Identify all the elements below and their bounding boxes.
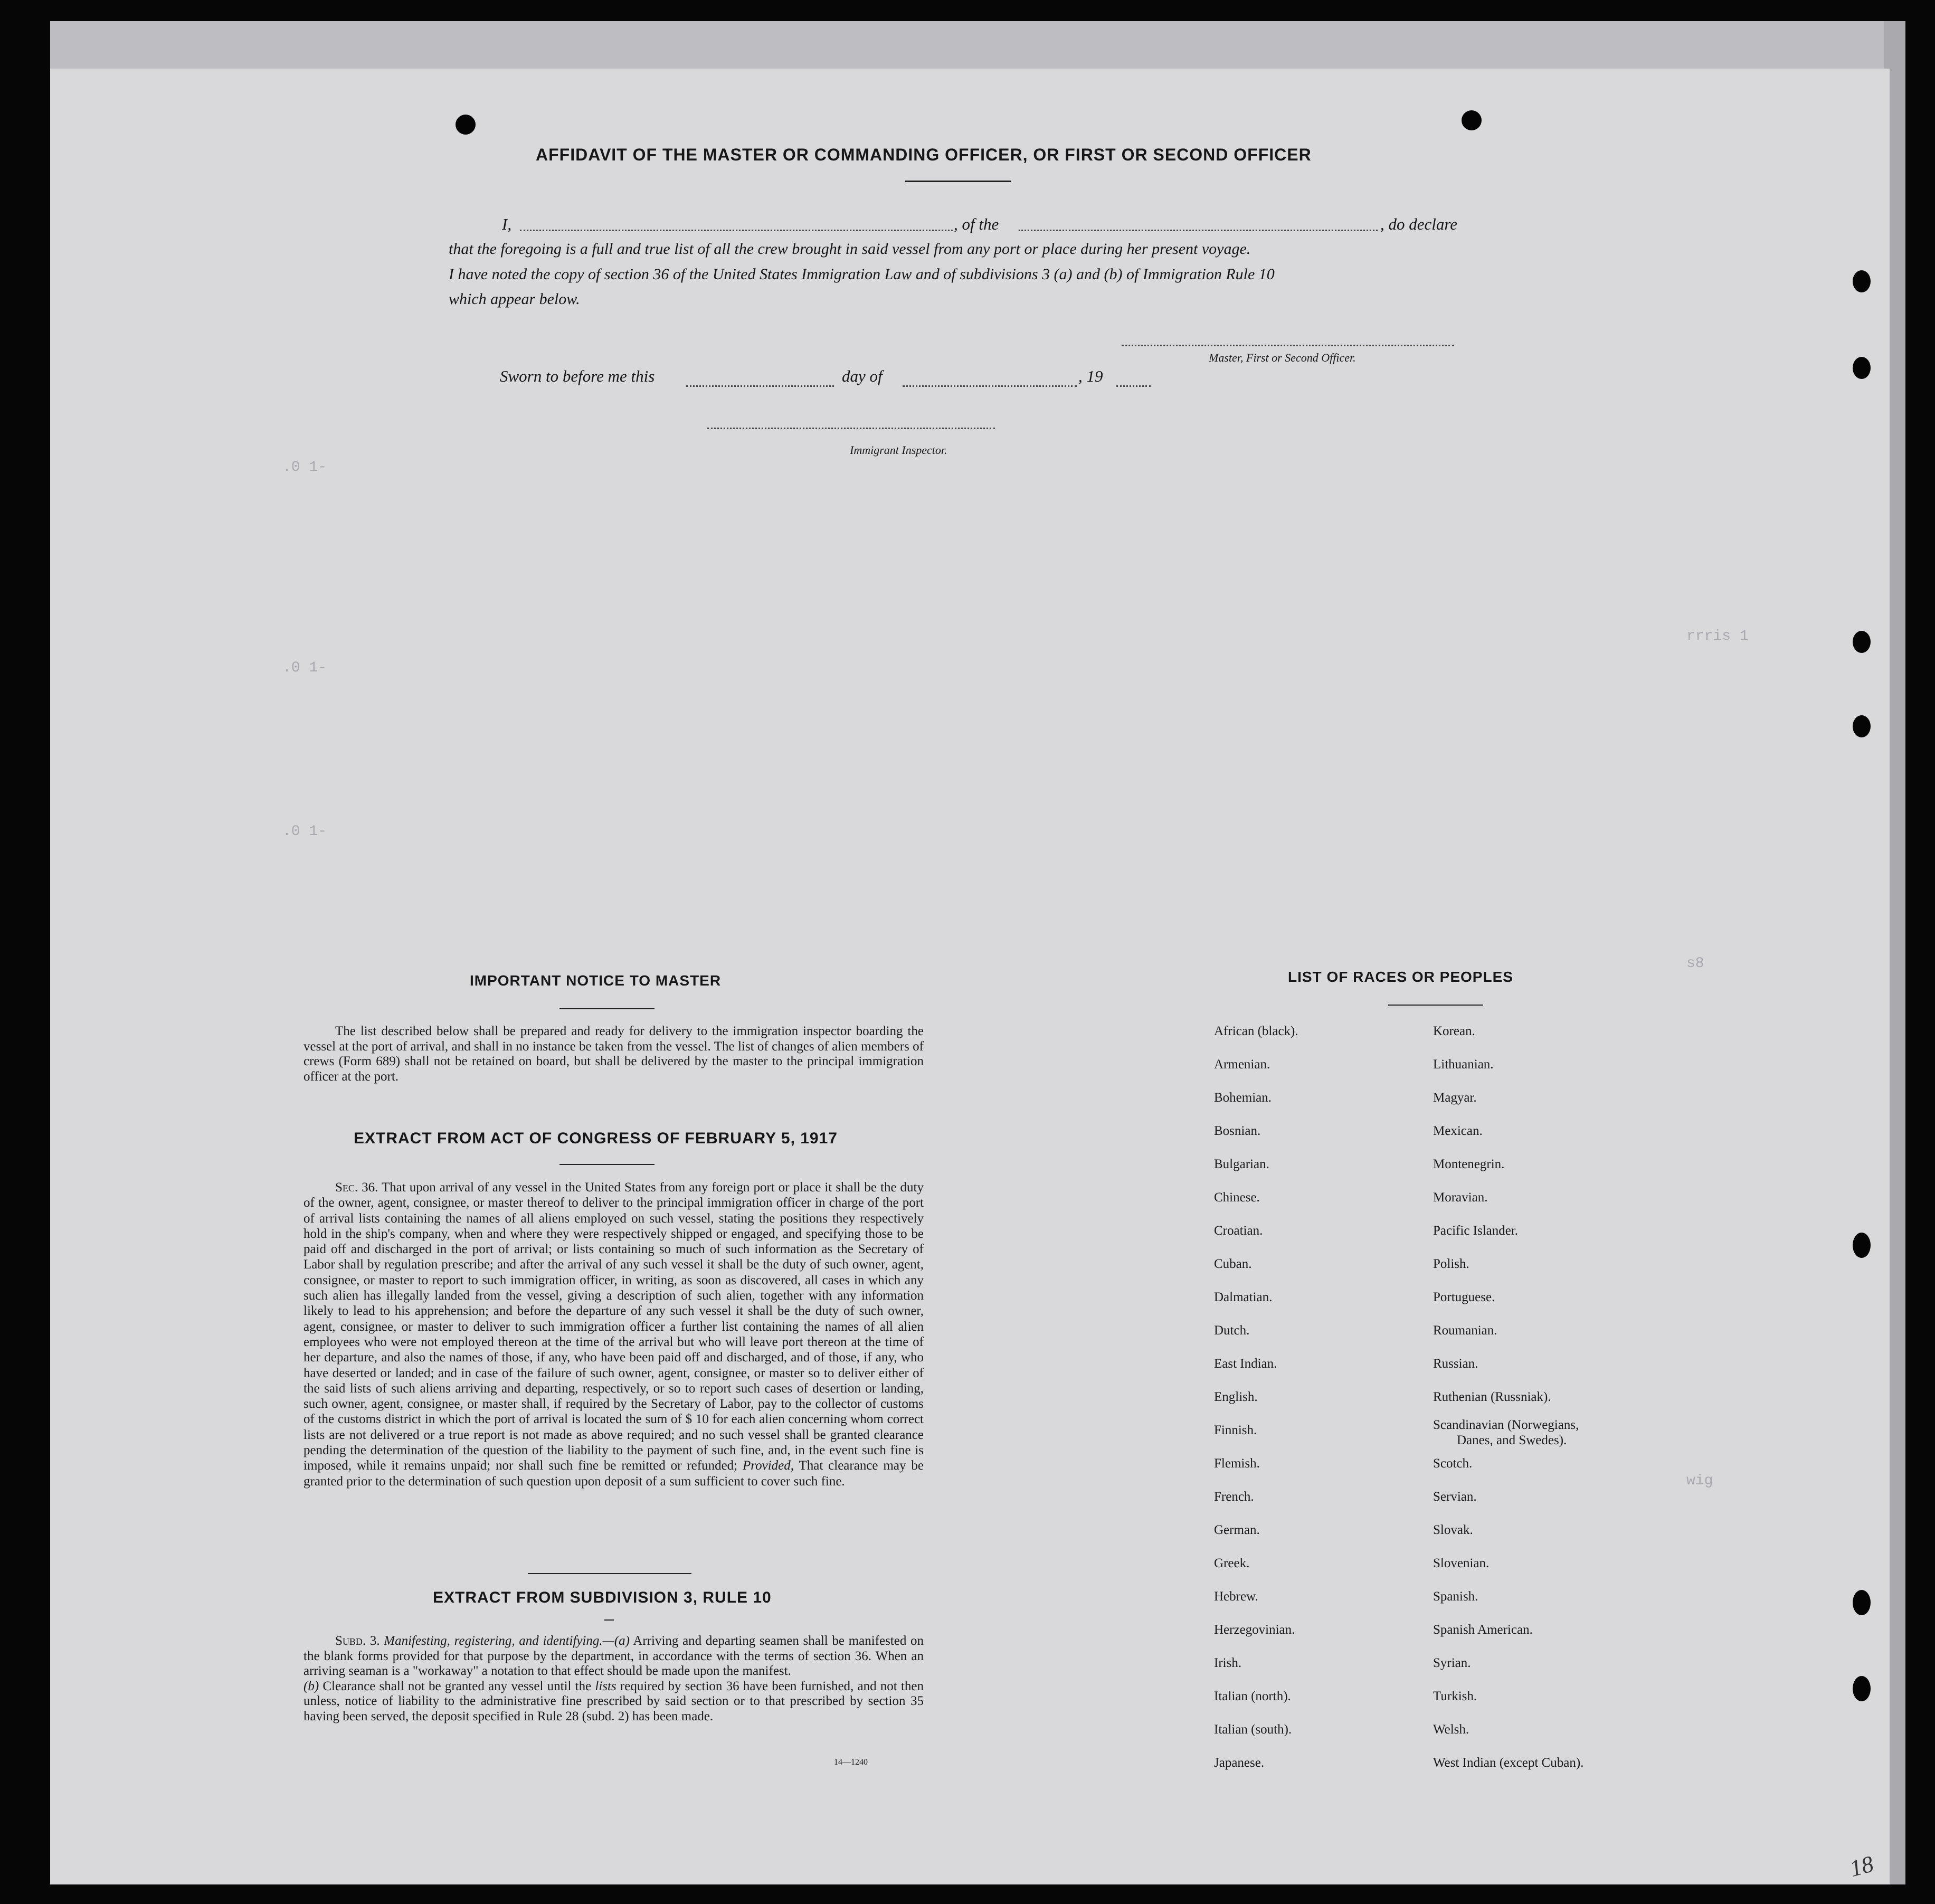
race-item: Japanese. [1214, 1756, 1265, 1770]
race-item: Bosnian. [1214, 1124, 1261, 1138]
name-field-line[interactable] [520, 230, 953, 231]
race-item: Pacific Islander. [1433, 1224, 1519, 1238]
binder-hole-icon [1853, 357, 1871, 379]
signature-caption: Master, First or Second Officer. [1209, 351, 1356, 364]
race-item: Moravian. [1433, 1190, 1488, 1205]
binder-hole-icon [1853, 1590, 1871, 1615]
races-underline [1388, 1005, 1483, 1006]
affidavit-declare-label: , do declare [1380, 215, 1458, 233]
inspector-signature-line[interactable] [707, 428, 995, 429]
race-item: Scandinavian (Norwegians, [1433, 1418, 1579, 1432]
affidavit-line-3: I have noted the copy of section 36 of the United States Immigration Law and of subdivisions 3 (a) and (b) of Immigration Rule 10 [449, 266, 1275, 283]
race-item: Dutch. [1214, 1323, 1250, 1338]
binder-hole-icon [1462, 110, 1482, 130]
subdivision-label: Subd. 3. [335, 1634, 380, 1648]
race-item: Portuguese. [1433, 1290, 1495, 1304]
notice-title: IMPORTANT NOTICE TO MASTER [470, 972, 722, 989]
affidavit-of-the-label: , of the [954, 215, 999, 233]
form-number: 14—1240 [834, 1758, 868, 1767]
race-item: Montenegrin. [1433, 1157, 1505, 1171]
year-label: , 19 [1078, 367, 1103, 385]
race-item: Greek. [1214, 1556, 1250, 1570]
vessel-field-line[interactable] [1019, 230, 1378, 231]
race-item: West Indian (except Cuban). [1433, 1756, 1584, 1770]
binder-hole-icon [1853, 270, 1871, 292]
act-text-main: That upon arrival of any vessel in the United States from any foreign port or place it shall be the duty of the owner, agent, consignee, or master thereof to deliver to the principal immigration officer in charge of the port of arrival lists containing the names of all aliens employed on such vessel, stating the positions they respectively hold in the ship's company, when and where they were respectively shipped or engaged, and specifying those to be paid off and discharged in the port of arrival; or lists containing so much of such information as the Secretary of Labor shall by regulation prescribe; and after the arrival of any such vessel it shall be the duty of such owner, agent, consignee, or master to report to such immigration officer, in writing, as soon as discovered, all cases in which any such alien has illegally landed from the vessel, giving a description of such alien, together with any information likely to lead to his apprehension; and before the departure of any such vessel it shall be the duty of such owner, agent, consignee, or master to deliver to such immigration officer a further list containing the names of all alien employees who were not employed thereon at the time of the arrival but who will leave port thereon at the time of her departure, and also the names of those, if any, who have been paid off and discharged, and of those, if any, who have deserted or landed; and in case of the failure of such owner, agent, consignee, or master so to deliver either of the said lists of such aliens arriving and departing, respectively, or so to report such cases of desertion or landing, such owner, agent, consignee, or master shall, if required by the Secretary of Labor, pay to the collector of customs of the customs district in which the port of arrival is located the sum of $ 10 for each alien concerning whom correct lists are not delivered or a true report is not made as above required; and no such vessel shall be granted clearance pending the determination of the question of the liability to the payment of such fine, and, in the event such fine is imposed, while it remains unpaid; nor shall such fine be remitted or refunded; [303, 1180, 924, 1473]
race-item: Welsh. [1433, 1722, 1469, 1737]
race-item: Irish. [1214, 1656, 1242, 1670]
race-item: Magyar. [1433, 1091, 1477, 1105]
bleed-through-mark: .0 1- [282, 459, 327, 476]
race-item: Slovak. [1433, 1523, 1473, 1537]
affidavit-i-label: I, [502, 215, 512, 233]
affidavit-line-2: that the foregoing is a full and true list of all the crew brought in said vessel from any port or place during her present voyage. [449, 240, 1251, 258]
bleed-through-mark: .0 1- [282, 823, 327, 840]
race-item: Turkish. [1433, 1689, 1477, 1703]
race-item: Hebrew. [1214, 1589, 1258, 1604]
race-item: Scotch. [1433, 1456, 1473, 1471]
race-item: Bulgarian. [1214, 1157, 1269, 1171]
form-page [50, 69, 1890, 1884]
subdivision-b-text-2: required by section 36 have been furnished, and not then unless, notice of liability to the administrative fine prescribed by said section or to that prescribed by section 35 having been served, the deposit specified in Rule 28 (subd. 2) has been made. [303, 1679, 924, 1723]
race-item: Servian. [1433, 1490, 1477, 1504]
race-item: Spanish. [1433, 1589, 1478, 1604]
notice-text: The list described below shall be prepared and ready for delivery to the immigration inspector boarding the vessel at the port of arrival, and shall in no instance be taken from the vessel. The list of changes of alien members of crews (Form 689) shall not be retained on board, but shall be delivered by the master to the principal immigration officer at the port. [303, 1024, 924, 1084]
race-item: African (black). [1214, 1024, 1298, 1038]
race-item: Slovenian. [1433, 1556, 1490, 1570]
race-item: Herzegovinian. [1214, 1623, 1295, 1637]
sworn-month-field[interactable] [903, 385, 1077, 387]
sworn-year-field[interactable] [1116, 385, 1151, 387]
lists-word: lists [595, 1679, 616, 1693]
race-item-continued: Danes, and Swedes). [1457, 1433, 1567, 1447]
race-item: Russian. [1433, 1357, 1478, 1371]
race-item: Italian (north). [1214, 1689, 1291, 1703]
rule-extract-underline [604, 1619, 614, 1621]
bleed-through-mark: rrris 1 [1686, 628, 1749, 645]
rule-extract-text [303, 1634, 924, 1725]
bleed-through-mark: s8 [1686, 955, 1704, 972]
act-extract-underline [559, 1164, 655, 1165]
bleed-through-mark: wig [1686, 1473, 1713, 1489]
binder-hole-icon [1853, 715, 1871, 737]
race-item: German. [1214, 1523, 1260, 1537]
race-item: Flemish. [1214, 1456, 1260, 1471]
race-item: English. [1214, 1390, 1258, 1404]
sworn-label: Sworn to before me this [500, 367, 655, 385]
race-item: Mexican. [1433, 1124, 1483, 1138]
subdivision-a-text: Arriving and departing seamen shall be manifested on the blank forms provided for that purpose by the department, in accordance with the terms of section 36. When an arriving seaman is a "workaway" a notation to that effect should be made upon the manifest. [303, 1634, 924, 1679]
page-top-edge [50, 21, 1898, 74]
race-item: Italian (south). [1214, 1722, 1292, 1737]
race-item: Armenian. [1214, 1057, 1270, 1072]
act-extract-title: EXTRACT FROM ACT OF CONGRESS OF FEBRUARY 5, 1917 [354, 1130, 838, 1147]
race-item: French. [1214, 1490, 1254, 1504]
margin-handwriting: 18 [1847, 1851, 1876, 1882]
subdivision-b-text-1: Clearance shall not be granted any vessel until the [322, 1679, 592, 1693]
binder-hole-icon [1853, 1676, 1871, 1701]
title-underline [905, 181, 1011, 182]
subdivision-b-label: (b) [303, 1679, 319, 1693]
inspector-caption: Immigrant Inspector. [850, 443, 947, 457]
binder-hole-icon [1853, 631, 1871, 653]
binder-hole-icon [1853, 1233, 1871, 1258]
provided-label: Provided, [743, 1458, 794, 1473]
act-extract-text [303, 1180, 924, 1489]
rule-extract-title: EXTRACT FROM SUBDIVISION 3, RULE 10 [433, 1589, 772, 1606]
signature-line[interactable] [1122, 345, 1454, 346]
act-extract-end-rule [528, 1573, 691, 1574]
affidavit-line-4: which appear below. [449, 290, 580, 308]
sworn-day-field[interactable] [686, 385, 834, 387]
race-item: Ruthenian (Russniak). [1433, 1390, 1551, 1404]
act-text-end: That clearance may be granted prior to the determination of such question upon deposit of a sum sufficient to cover such fine. [303, 1458, 924, 1489]
subdivision-heading: Manifesting, registering, and identifying.—(a) [384, 1634, 630, 1648]
race-item: Roumanian. [1433, 1323, 1497, 1338]
race-item: Lithuanian. [1433, 1057, 1494, 1072]
race-item: Bohemian. [1214, 1091, 1272, 1105]
race-item: Chinese. [1214, 1190, 1260, 1205]
section-label: Sec. 36. [335, 1180, 378, 1195]
race-item: Cuban. [1214, 1257, 1252, 1271]
notice-underline [559, 1008, 655, 1009]
race-item: Korean. [1433, 1024, 1475, 1038]
race-item: Syrian. [1433, 1656, 1471, 1670]
affidavit-title: AFFIDAVIT OF THE MASTER OR COMMANDING OFFICER, OR FIRST OR SECOND OFFICER [536, 145, 1312, 164]
race-item: East Indian. [1214, 1357, 1277, 1371]
race-item: Finnish. [1214, 1423, 1257, 1437]
bleed-through-mark: .0 1- [282, 660, 327, 676]
race-item: Spanish American. [1433, 1623, 1533, 1637]
race-item: Polish. [1433, 1257, 1469, 1271]
binder-hole-icon [456, 115, 476, 135]
races-title: LIST OF RACES OR PEOPLES [1288, 969, 1513, 985]
race-item: Dalmatian. [1214, 1290, 1273, 1304]
day-of-label: day of [842, 367, 883, 385]
race-item: Croatian. [1214, 1224, 1263, 1238]
